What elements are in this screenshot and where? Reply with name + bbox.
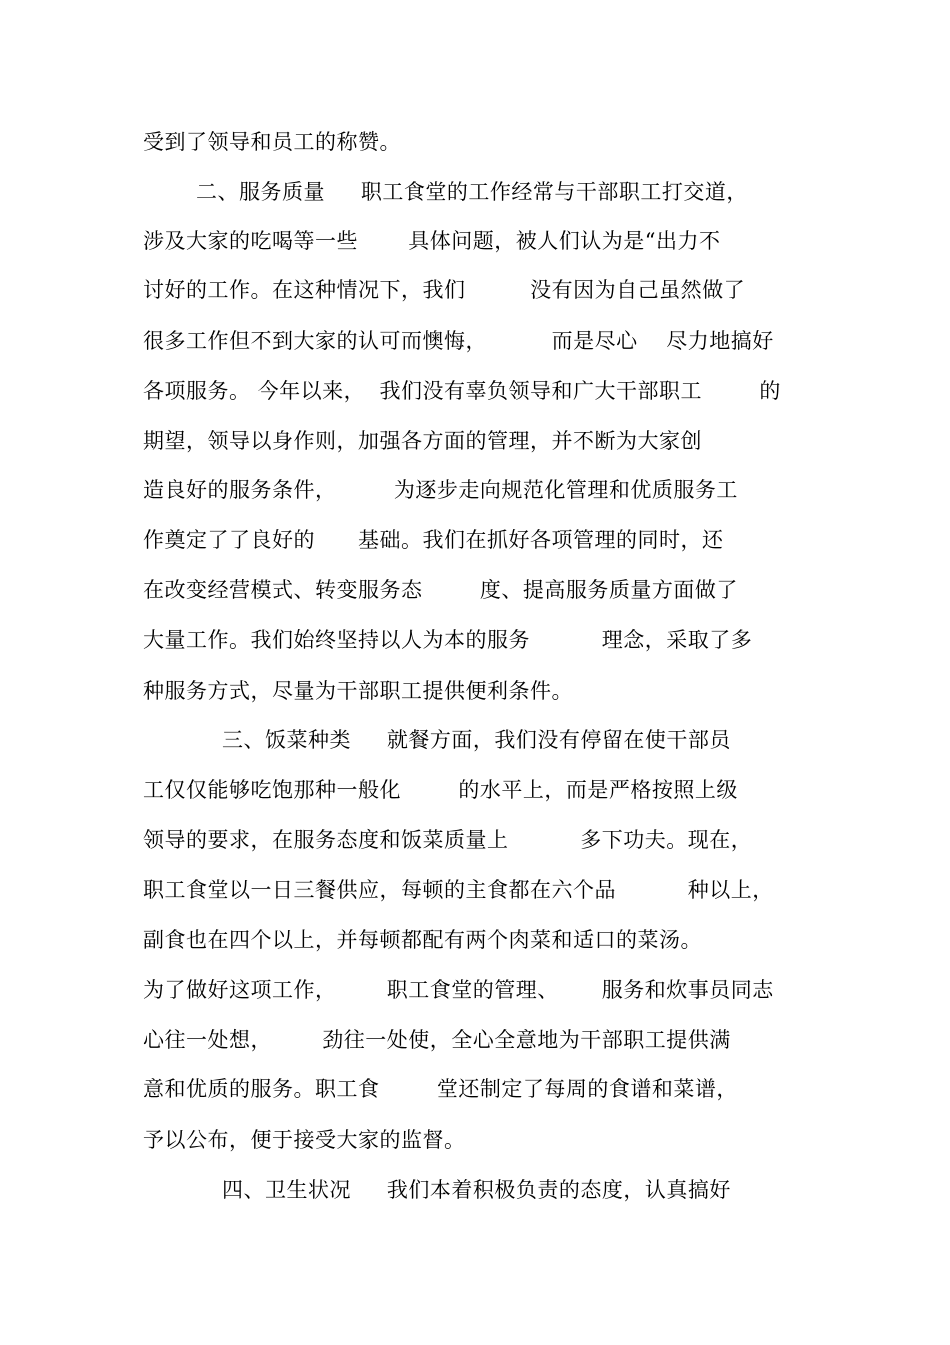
text-line: 予以公布，便于接受大家的监督。	[143, 1128, 466, 1152]
section-heading-line: 二、服务质量 职工食堂的工作经常与干部职工打交道，	[196, 180, 748, 204]
text-line: 种服务方式，尽量为干部职工提供便利条件。	[143, 679, 573, 703]
text-line: 很多工作但不到大家的认可而懊悔， 而是尽心 尽力地搞好	[143, 329, 774, 353]
text-line: 心往一处想， 劲往一处使，全心全意地为干部职工提供满	[143, 1028, 731, 1052]
text-line: 副食也在四个以上，并每顿都配有两个肉菜和适口的菜汤。	[143, 928, 702, 952]
text-line: 受到了领导和员工的称赞。	[143, 130, 401, 154]
text-line: 各项服务。 今年以来， 我们没有辜负领导和广大干部职工 的	[143, 379, 781, 403]
text-line: 大量工作。我们始终坚持以人为本的服务 理念，采取了多	[143, 628, 753, 652]
text-line: 造良好的服务条件， 为逐步走向规范化管理和优质服务工	[143, 478, 738, 502]
section-heading-line: 四、卫生状况 我们本着积极负责的态度，认真搞好	[222, 1178, 731, 1202]
text-line: 期望，领导以身作则，加强各方面的管理，并不断为大家创	[143, 429, 702, 453]
text-line: 职工食堂以一日三餐供应，每顿的主食都在六个品 种以上，	[143, 878, 774, 902]
text-line: 为了做好这项工作， 职工食堂的管理、 服务和炊事员同志	[143, 978, 774, 1002]
text-line: 工仅仅能够吃饱那种一般化 的水平上，而是严格按照上级	[143, 778, 738, 802]
section-heading-line: 三、饭菜种类 就餐方面，我们没有停留在使干部员	[222, 728, 731, 752]
text-line: 领导的要求，在服务态度和饭菜质量上 多下功夫。现在，	[143, 828, 753, 852]
text-line: 意和优质的服务。职工食 堂还制定了每周的食谱和菜谱，	[143, 1077, 738, 1101]
text-line: 涉及大家的吃喝等一些 具体问题，被人们认为是“出力不	[143, 229, 721, 253]
text-line: 作奠定了了良好的 基础。我们在抓好各项管理的同时，还	[143, 528, 724, 552]
text-line: 在改变经营模式、转变服务态 度、提高服务质量方面做了	[143, 578, 738, 602]
text-line: 讨好的工作。在这种情况下，我们 没有因为自己虽然做了	[143, 278, 746, 302]
